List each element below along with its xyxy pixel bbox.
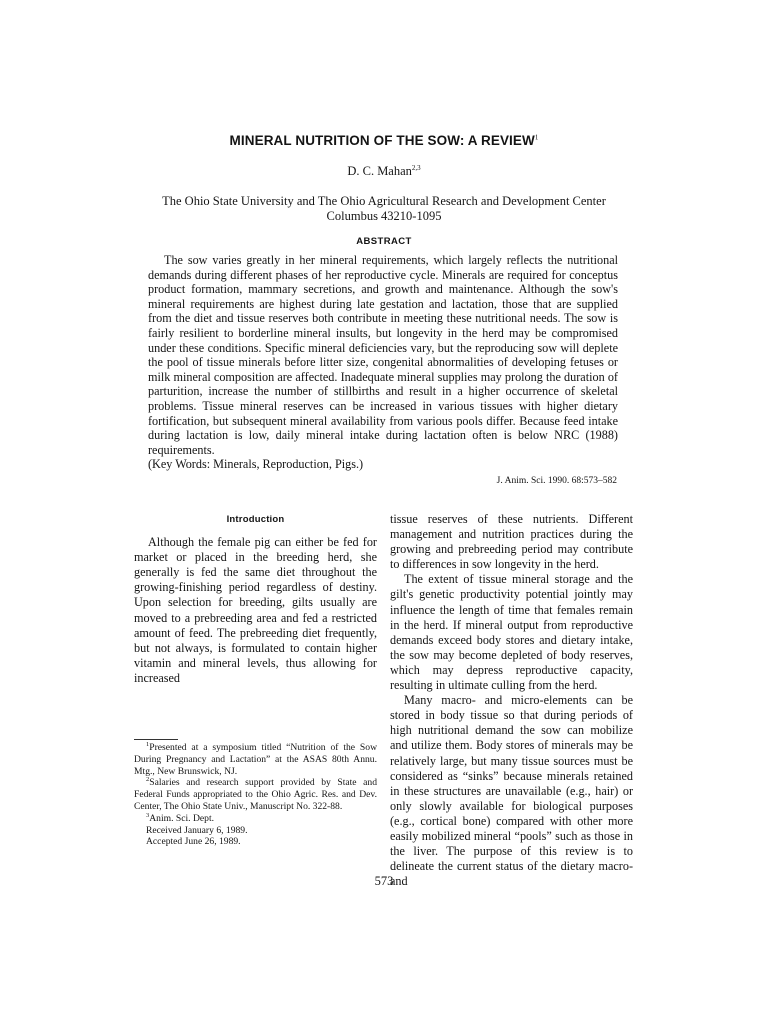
abstract-heading: ABSTRACT xyxy=(356,236,412,247)
article-title xyxy=(0,133,768,148)
footnote-3-mark: 3 xyxy=(146,811,150,819)
footnote-1 xyxy=(134,742,377,777)
intro-paragraph-2: The extent of tissue mineral storage and the gilt's genetic productivity potential jointly may influence the length of time that females remain in the herd. If mineral output from reproductive demands exceed body stores and dietary intake, the sow may become depleted of body reserves, which may depress reproductive capacity, resulting in ultimate culling from the herd. xyxy=(390,572,633,693)
author-name: D. C. Mahan xyxy=(347,164,412,178)
footnote-2-mark: 2 xyxy=(146,776,150,784)
footnote-divider xyxy=(134,739,178,740)
left-column xyxy=(134,512,377,686)
footnote-2 xyxy=(134,777,377,812)
title-footnote-mark: 1 xyxy=(534,133,539,142)
footnotes xyxy=(134,742,377,848)
footnote-2-text: Salaries and research support provided by State and Federal Funds appropriated to the Ohio Agric. Res. and Dev. Center, The Ohio State Univ., Manuscript No. 322-88. xyxy=(134,777,377,812)
intro-paragraph-1: Although the female pig can either be fed for market or placed in the breeding herd, she generally is fed the same diet throughout the growing-finishing period regardless of destiny. Upon selection for breeding, gilts usually are moved to a prebreeding area and fed a restricted amount of feed. The prebreeding diet frequently, but not always, is formulated to contain higher vitamin and mineral levels, thus allowing for increased xyxy=(134,535,377,685)
author-line xyxy=(0,164,768,179)
journal-citation: J. Anim. Sci. 1990. 68:573–582 xyxy=(496,476,617,486)
intro-paragraph-3: Many macro- and micro-elements can be stored in body tissue so that during periods of high nutritional demand the sow can mobilize and utilize them. Body stores of minerals may be relatively large, but many tissue sources must be considered as “sinks” because minerals retained in these structures are unavailable (e.g., hair) or only slowly available for biological purposes (e.g., cortical bone) compared with other more easily mobilized mineral “pools” such as those in the liver. The purpose of this review is to delineate the current status of the dietary macro- and xyxy=(390,693,633,889)
affiliation-institution: The Ohio State University and The Ohio Agricultural Research and Development Center xyxy=(162,194,606,208)
footnote-3-text: Anim. Sci. Dept. xyxy=(149,812,215,824)
page-number: 573 xyxy=(374,874,394,888)
abstract-body: The sow varies greatly in her mineral requirements, which largely reflects the nutritional demands during different phases of her reproductive cycle. Minerals are required for conceptus product formation, mammary secretions, and growth and maintenance. Although the sow's mineral requirements are highest during late gestation and lactation, those that are supplied from the diet and tissue reserves both contribute in meeting these nutritional needs. The sow is fairly resilient to borderline mineral insults, but longevity in the herd may be compromised under these conditions. Specific mineral deficiencies vary, but the reproducing sow will deplete the pool of tissue minerals before litter size, congenital abnormalities of developing fetuses or milk mineral composition are affected. Inadequate mineral supplies may prolong the duration of parturition, increase the number of stillbirths and result in a higher occurrence of skeletal problems. Tissue mineral reserves can be increased in various tissues with higher dietary fortification, but subsequent mineral availability from various pools differ. Because feed intake during lactation is low, daily mineral intake during lactation often is below NRC (1988) requirements. xyxy=(148,253,618,457)
affiliation-location: Columbus 43210-1095 xyxy=(326,209,442,223)
intro-paragraph-continued: tissue reserves of these nutrients. Different management and nutrition practices during the growing and prebreeding period may contribute to differences in sow longevity in the herd. xyxy=(390,512,633,572)
section-heading-introduction: Introduction xyxy=(226,514,285,525)
right-column xyxy=(390,512,633,889)
footnote-3 xyxy=(134,813,377,825)
received-date: Received January 6, 1989. xyxy=(146,824,248,836)
article-title-text: MINERAL NUTRITION OF THE SOW: A REVIEW xyxy=(229,133,535,148)
abstract-keywords: (Key Words: Minerals, Reproduction, Pigs.) xyxy=(148,457,364,471)
footnote-1-mark: 1 xyxy=(146,740,150,748)
affiliation xyxy=(0,194,768,224)
footnote-1-text: Presented at a symposium titled “Nutrition of the Sow During Pregnancy and Lactation” at the ASAS 80th Annu. Mtg., New Brunswick, NJ. xyxy=(134,742,377,777)
author-footnote-mark: 2,3 xyxy=(411,163,421,172)
accepted-date: Accepted June 26, 1989. xyxy=(146,836,241,848)
